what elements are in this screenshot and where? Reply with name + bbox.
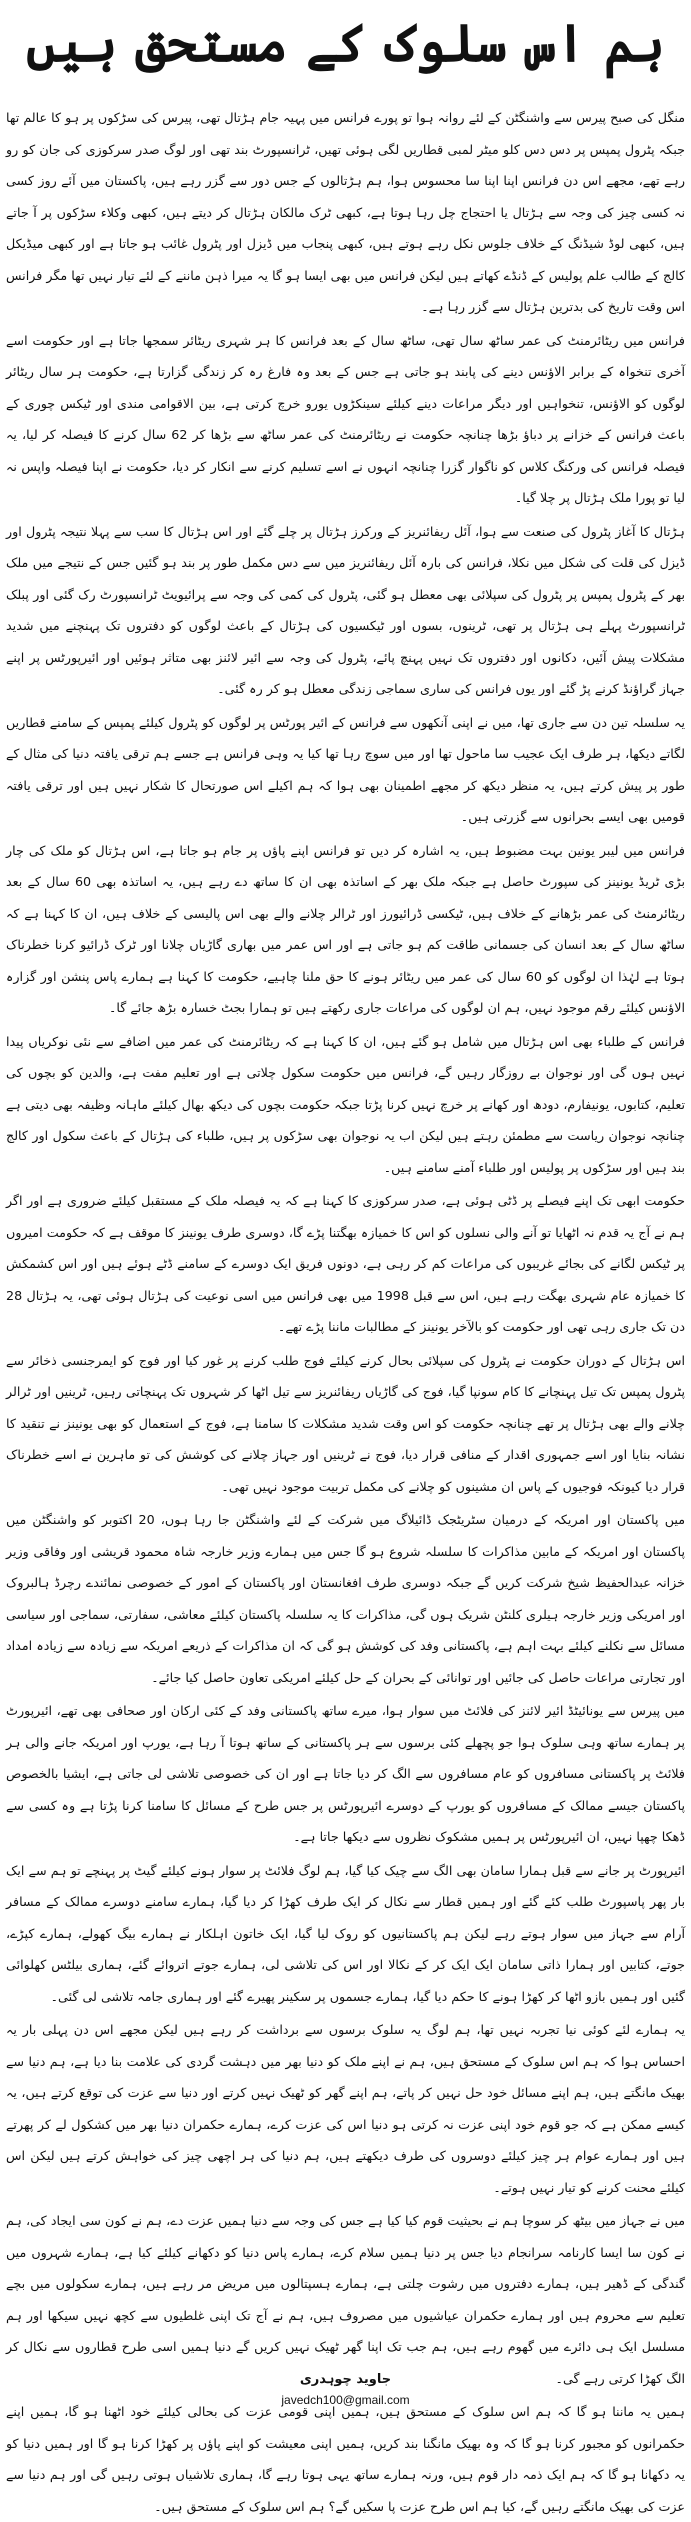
paragraph: ہڑتال کا آغاز پٹرول کی صنعت سے ہوا، آئل ریفائنریز کے ورکرز ہڑتال پر چلے گئے اور اس ہڑتال کا سب سے پہلا نتیجہ پٹرول اور ڈیزل کی قلت کی شکل میں نکلا، فرانس کی بارہ آئل ریفائنریز میں سے دس مکمل طور پر بند ہو گئیں جس کے نتیجے میں ملک بھر کے پٹرول پمپس پر پٹرول کی سپلائی بھی معطل ہو گئی، پٹرول کی کمی کی وجہ سے پرائیویٹ ٹرانسپورٹ رک گئی اور پبلک ٹرانسپورٹ پہلے ہی ہڑتال پر تھی، ٹرینوں، بسوں اور ٹیکسیوں کی ہڑتال کے باعث لوگوں کو دفتروں تک پہنچنے میں شدید مشکلات پیش آئیں، دکانوں اور دفتروں تک نہیں پہنچ پائے، پٹرول کی وجہ سے ائیر لائنز بھی متاثر ہوئیں اور ائیرپورٹس پر اپنے جہاز گراؤنڈ کرنے پڑ گئے اور یوں فرانس کی ساری سماجی زندگی معطل ہو کر رہ گئی۔ <box>6 523 685 696</box>
author-name: جاوید چوہدری <box>299 2372 392 2387</box>
paragraph: فرانس کے طلباء بھی اس ہڑتال میں شامل ہو گئے ہیں، ان کا کہنا ہے کہ ریٹائرمنٹ کی عمر میں اضافے سے نئی نوکریاں پیدا نہیں ہوں گی اور نوجوان بے روزگار رہیں گے، فرانس میں حکومت سکول چلاتی ہے اور تعلیم مفت ہے، والدین کو بچوں کی تعلیم، کتابوں، یونیفارم، دودھ اور کھانے پر خرچ نہیں کرنا پڑتا جبکہ حکومت بچوں کی دیکھ بھال کیلئے ماہانہ وظیفہ بھی دیتی ہے چنانچہ نوجوان ریاست سے مطمئن رہتے ہیں لیکن اب یہ نوجوان بھی سڑکوں پر ہیں، طلباء کی ہڑتال کے باعث سکول اور کالج بند ہیں اور سڑکوں پر پولیس اور طلباء آمنے سامنے ہیں۔ <box>6 1033 685 1175</box>
paragraph: یہ سلسلہ تین دن سے جاری تھا، میں نے اپنی آنکھوں سے فرانس کے ائیر پورٹس پر لوگوں کو پٹرول کیلئے پمپس کے سامنے قطاریں لگاتے دیکھا، ہر طرف ایک عجیب سا ماحول تھا اور میں سوچ رہا تھا کیا یہ وہی فرانس ہے جسے ہم ترقی یافتہ دنیا کی مثال کے طور پر پیش کرتے ہیں، یہ منظر دیکھ کر مجھے اطمینان بھی ہوا کہ ہم اکیلے اس صورتحال کا شکار نہیں ہیں اور ترقی یافتہ قومیں بھی ایسے بحرانوں سے گزرتی ہیں۔ <box>6 714 685 824</box>
paragraph: یہ ہمارے لئے کوئی نیا تجربہ نہیں تھا، ہم لوگ یہ سلوک برسوں سے برداشت کر رہے ہیں لیکن مجھے اس دن پہلی بار یہ احساس ہوا کہ ہم اس سلوک کے مستحق ہیں، ہم نے اپنے ملک کو دنیا بھر میں دہشت گردی کی علامت بنا دیا ہے، ہم دنیا سے بھیک مانگتے ہیں، ہم اپنے مسائل خود حل نہیں کر پاتے، ہم اپنے گھر کو ٹھیک نہیں کرتے اور دنیا سے عزت کی توقع کرتے ہیں، یہ کیسے ممکن ہے کہ جو قوم خود اپنی عزت نہ کرتی ہو دنیا اس کی عزت کرے، ہمارے حکمران دنیا بھر میں کشکول لے کر پھرتے ہیں اور ہمارے عوام ہر چیز کیلئے دوسروں کی طرف دیکھتے ہیں، ہم دنیا کی ہر اچھی چیز کی خواہش کرتے ہیں لیکن اس کیلئے محنت کرنے کو تیار نہیں ہوتے۔ <box>6 2022 685 2195</box>
column-headline: ہم اس سلوک کے مستحق ہیں <box>26 13 665 74</box>
author-email: javedch100@gmail.com <box>281 2393 410 2407</box>
byline <box>6 2369 685 2409</box>
paragraph: فرانس میں لیبر یونین بہت مضبوط ہیں، یہ اشارہ کر دیں تو فرانس اپنے پاؤں پر جام ہو جاتا ہے، اس ہڑتال کو ملک کی چار بڑی ٹریڈ یونینز کی سپورٹ حاصل ہے جبکہ ملک بھر کے اساتذہ بھی ان کا ساتھ دے رہے ہیں، یہ اساتذہ بھی 60 سال کے بعد ریٹائرمنٹ کی عمر بڑھانے کے خلاف ہیں، ٹیکسی ڈرائیورز اور ٹرالر چلانے والے بھی اس پالیسی کے خلاف ہیں، ان کا کہنا ہے کہ ساٹھ سال کے بعد انسان کی جسمانی طاقت کم ہو جاتی ہے اور اس عمر میں بھاری گاڑیاں چلانا اور ٹرک ڈرائیو کرنا خطرناک ہوتا ہے لہٰذا ان لوگوں کو 60 سال کی عمر میں ریٹائر ہونے کا حق ملنا چاہیے، حکومت کا کہنا ہے ہمارے پاس پنشن اور گزارہ الاؤنس کیلئے رقم موجود نہیں، ہم ان لوگوں کی مراعات جاری رکھتے ہیں تو ہمارا بجٹ خسارہ بڑھ جائے گا۔ <box>6 842 685 1015</box>
paragraph: ائیرپورٹ پر جانے سے قبل ہمارا سامان بھی الگ سے چیک کیا گیا، ہم لوگ فلائٹ پر سوار ہونے کیلئے گیٹ پر پہنچے تو ہم سے ایک بار پھر پاسپورٹ طلب کئے گئے اور ہمیں قطار سے نکال کر ایک طرف کھڑا کر دیا گیا، ہمارے سامنے دوسرے ممالک کے مسافر آرام سے جہاز میں سوار ہوتے رہے لیکن ہم پاکستانیوں کو روک لیا گیا، ایک خاتون اہلکار نے ہمارے بیگ کھولے، ہمارے کپڑے، جوتے، کتابیں اور ہمارا ذاتی سامان ایک ایک کر کے نکالا اور اس کی تلاشی لی، ہمارے جوتے اتروائے گئے، ہماری بیلٹس کھلوائی گئیں اور ہمیں بازو اٹھا کر کھڑا ہونے کا حکم دیا گیا، ہمارے جسموں پر سکینر پھیرے گئے اور ہماری جامہ تلاشی لی گئی۔ <box>6 1862 685 2004</box>
paragraph: میں پاکستان اور امریکہ کے درمیان سٹریٹجک ڈائیلاگ میں شرکت کے لئے واشنگٹن جا رہا ہوں، 20 اکتوبر کو واشنگٹن میں پاکستان اور امریکہ کے مابین مذاکرات کا سلسلہ شروع ہو گا جس میں ہمارے وزیر خارجہ شاہ محمود قریشی اور وفاقی وزیر خزانہ عبدالحفیظ شیخ شرکت کریں گے جبکہ دوسری طرف افغانستان اور پاکستان کے امور کے خصوصی نمائندے رچرڈ ہالبروک اور امریکی وزیر خارجہ ہیلری کلنٹن شریک ہوں گی، مذاکرات کا یہ سلسلہ پاکستان کیلئے معاشی، سفارتی، سماجی اور سیاسی مسائل سے نکلنے کیلئے بہت اہم ہے، پاکستانی وفد کی کوشش ہو گی کہ ان مذاکرات کے ذریعے امریکہ سے زیادہ سے زیادہ امداد اور تجارتی مراعات حاصل کی جائیں اور توانائی کے بحران کے حل کیلئے امریکی تعاون حاصل کیا جائے۔ <box>6 1512 685 1685</box>
paragraph: منگل کی صبح پیرس سے واشنگٹن کے لئے روانہ ہوا تو پورے فرانس میں پہیہ جام ہڑتال تھی، پیرس کی سڑکوں پر ہو کا عالم تھا جبکہ پٹرول پمپس پر دس دس کلو میٹر لمبی قطاریں لگی ہوئی تھیں، ٹرانسپورٹ بند تھی اور لوگ صدر سرکوزی کی جان کو رو رہے تھے، مجھے اس دن فرانس اپنا اپنا سا محسوس ہوا، ہم ہڑتالوں کے جس دور سے گزر رہے ہیں، پاکستان میں آئے روز کسی نہ کسی چیز کی وجہ سے ہڑتال یا احتجاج چل رہا ہوتا ہے، کبھی ٹرک مالکان ہڑتال کر دیتے ہیں، کبھی وکلاء سڑکوں پر آ جاتے ہیں، کبھی لوڈ شیڈنگ کے خلاف جلوس نکل رہے ہوتے ہیں، کبھی پنجاب میں ڈیزل اور پٹرول غائب ہو جاتا ہے اور کبھی میڈیکل کالج کے طالب علم پولیس کے ڈنڈے کھاتے ہیں لیکن فرانس میں بھی ایسا ہو گا یہ میرا ذہن ماننے کے لئے تیار نہیں تھا مگر فرانس اس وقت تاریخ کی بدترین ہڑتال سے گزر رہا ہے۔ <box>6 110 685 314</box>
paragraph: اس ہڑتال کے دوران حکومت نے پٹرول کی سپلائی بحال کرنے کیلئے فوج طلب کرنے پر غور کیا اور فوج کو ایمرجنسی ذخائر سے پٹرول پمپس تک تیل پہنچانے کا کام سونپا گیا، فوج کی گاڑیاں ریفائنریز سے تیل اٹھا کر شہروں تک پہنچاتی رہیں، ٹرینیں اور ٹرالر چلانے والے بھی ہڑتال پر تھے چنانچہ حکومت کو اس وقت شدید مشکلات کا سامنا ہے، فوج کے استعمال کو بھی یونینز نے تنقید کا نشانہ بنایا اور اسے جمہوری اقدار کے منافی قرار دیا، فوج نے ٹرینیں اور جہاز چلانے کی کوشش کی تو ماہرین نے اسے خطرناک قرار دیا کیونکہ فوجیوں کے پاس ان مشینوں کو چلانے کی مکمل تربیت موجود نہیں تھی۔ <box>6 1352 685 1494</box>
paragraph: ہمیں یہ ماننا ہو گا کہ ہم اس سلوک کے مستحق ہیں، ہمیں اپنی قومی عزت کی بحالی کیلئے خود اٹھنا ہو گا، ہمیں اپنے حکمرانوں کو مجبور کرنا ہو گا کہ وہ بھیک مانگنا بند کریں، ہمیں اپنی معیشت کو اپنے پاؤں پر کھڑا کرنا ہو گا اور ہمیں دنیا کو یہ دکھانا ہو گا کہ ہم ایک ذمہ دار قوم ہیں، ورنہ ہمارے ساتھ یہی ہوتا رہے گا، ہماری تلاشیاں ہوتی رہیں گی اور ہم دنیا سے عزت کی بھیک مانگتے رہیں گے، کیا ہم اس طرح عزت پا سکیں گے؟ ہم اس سلوک کے مستحق ہیں۔ <box>6 2404 685 2514</box>
paragraph: میں پیرس سے یونائیٹڈ ائیر لائنز کی فلائٹ میں سوار ہوا، میرے ساتھ پاکستانی وفد کے کئی ارکان اور صحافی بھی تھے، ائیرپورٹ پر ہمارے ساتھ وہی سلوک ہوا جو پچھلے کئی برسوں سے ہر پاکستانی کے ساتھ ہوتا آ رہا ہے، یورپ اور امریکہ جانے والی ہر فلائٹ پر پاکستانی مسافروں کو عام مسافروں سے الگ کر دیا جاتا ہے اور ان کی خصوصی تلاشی لی جاتی ہے، ایشیا بالخصوص پاکستان جیسے ممالک کے مسافروں کو یورپ کے دوسرے ائیرپورٹس پر جس طرح کے مسائل کا سامنا کرنا پڑتا ہے وہ کسی سے ڈھکا چھپا نہیں، ان ائیرپورٹس پر ہمیں مشکوک نظروں سے دیکھا جاتا ہے۔ <box>6 1703 685 1844</box>
paragraph: میں نے جہاز میں بیٹھ کر سوچا ہم نے بحیثیت قوم کیا کیا ہے جس کی وجہ سے دنیا ہمیں عزت دے، ہم نے کون سی ایجاد کی، ہم نے کون سا ایسا کارنامہ سرانجام دیا جس پر دنیا ہمیں سلام کرے، ہمارے پاس دنیا کو دکھانے کیلئے کیا ہے، ہمارے شہروں میں گندگی کے ڈھیر ہیں، ہمارے دفتروں میں رشوت چلتی ہے، ہمارے ہسپتالوں میں مریض مر رہے ہیں، ہمارے سکولوں میں بچے تعلیم سے محروم ہیں اور ہمارے حکمران عیاشیوں میں مصروف ہیں، ہم نے آج تک اپنی غلطیوں سے کچھ نہیں سیکھا اور ہم مسلسل ایک ہی دائرے میں گھوم رہے ہیں، ہم جب تک اپنا گھر ٹھیک نہیں کریں گے دنیا ہمیں اسی طرح قطاروں سے نکال کر الگ کھڑا کرتی رہے گی۔ <box>6 2213 685 2386</box>
paragraph: فرانس میں ریٹائرمنٹ کی عمر ساٹھ سال تھی، ساٹھ سال کے بعد فرانس کا ہر شہری ریٹائر سمجھا جاتا ہے اور حکومت اسے آخری تنخواہ کے برابر الاؤنس دینے کی پابند ہو جاتی ہے جس کے بعد وہ فارغ رہ کر زندگی گزارتا ہے، حکومت ہر سال ریٹائر لوگوں کو الاؤنس، تنخواہیں اور دیگر مراعات دینے کیلئے سینکڑوں یورو خرچ کرتی ہے، بین الاقوامی مندی اور ٹیکس چوری کے باعث فرانس کے خزانے پر دباؤ بڑھا چنانچہ حکومت نے ریٹائرمنٹ کی عمر ساٹھ سے بڑھا کر 62 سال کرنے کا فیصلہ کر لیا، یہ فیصلہ فرانس کی ورکنگ کلاس کو ناگوار گزرا چنانچہ انہوں نے اسے تسلیم کرنے سے انکار کر دیا، حکومت نے اپنا فیصلہ واپس نہ لیا تو پورا ملک ہڑتال پر چلا گیا۔ <box>6 332 685 505</box>
paragraph: حکومت ابھی تک اپنے فیصلے پر ڈٹی ہوئی ہے، صدر سرکوزی کا کہنا ہے کہ یہ فیصلہ ملک کے مستقبل کیلئے ضروری ہے اور اگر ہم نے آج یہ قدم نہ اٹھایا تو آنے والی نسلوں کو اس کا خمیازہ بھگتنا پڑے گا، دوسری طرف یونینز کا موقف ہے کہ حکومت امیروں پر ٹیکس لگانے کی بجائے غریبوں کی مراعات کم کر رہی ہے، دونوں فریق ایک دوسرے کے سامنے ڈٹے ہوئے ہیں اور اس کشمکش کا خمیازہ عام شہری بھگت رہے ہیں، اس سے قبل 1998 میں بھی فرانس میں اسی نوعیت کی ہڑتال ہوئی تھی، یہ ہڑتال 28 دن تک جاری رہی تھی اور حکومت کو بالآخر یونینز کے مطالبات ماننا پڑے تھے۔ <box>6 1193 685 1334</box>
column-body <box>6 102 685 2522</box>
